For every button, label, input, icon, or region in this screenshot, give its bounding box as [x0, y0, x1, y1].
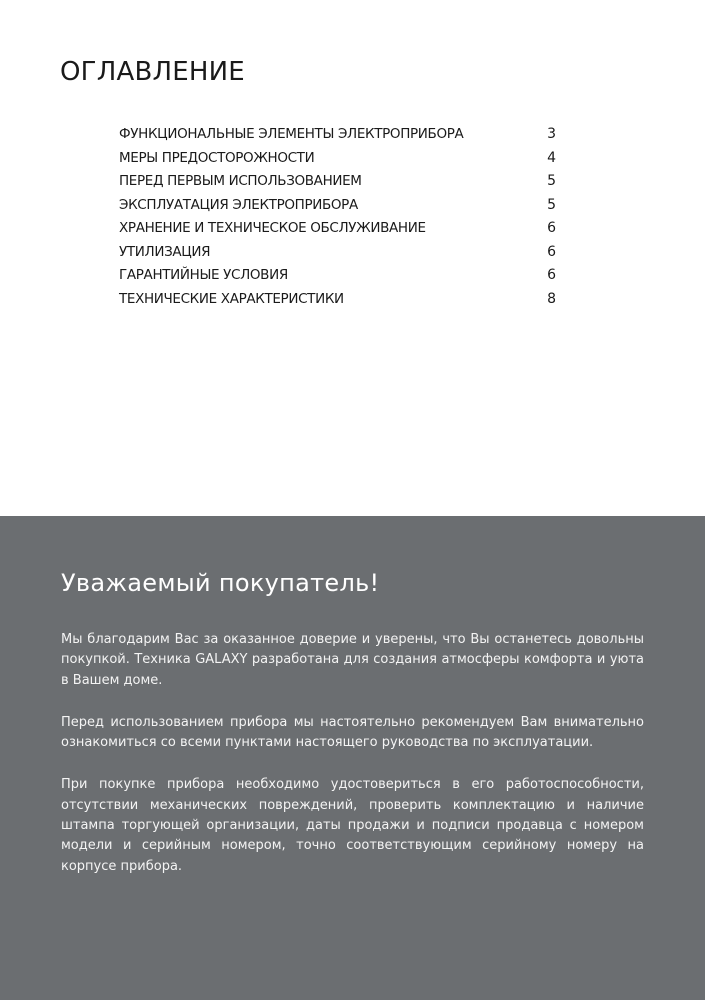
- toc-item-page: 5: [547, 173, 556, 189]
- toc-item[interactable]: [119, 244, 556, 268]
- toc-item-label: МЕРЫ ПРЕДОСТОРОЖНОСТИ: [119, 149, 315, 166]
- welcome-panel: [0, 516, 705, 1000]
- welcome-paragraph: При покупке прибора необходимо удостовериться в его работоспособности, отсутствии механических повреждений, проверить комплектацию и наличие штампа торгующей организации, даты продажи и подписи продавца с номером модели и серийным номером, точно соответствующим серийному номеру на корпусе прибора.: [61, 777, 644, 874]
- toc-item-page: 6: [547, 243, 556, 260]
- toc-item[interactable]: [119, 220, 556, 244]
- toc-item[interactable]: [119, 291, 556, 315]
- toc-item-label: ЭКСПЛУАТАЦИЯ ЭЛЕКТРОПРИБОРА: [119, 196, 358, 213]
- toc-item-label: ГАРАНТИЙНЫЕ УСЛОВИЯ: [119, 267, 288, 283]
- toc-item[interactable]: [119, 197, 556, 221]
- welcome-paragraph: Мы благодарим Вас за оказанное доверие и уверены, что Вы останетесь довольны покупкой. Техника GALAXY разработана для создания атмосферы комфорта и уюта в Вашем доме.: [61, 632, 644, 688]
- toc-item-label: ТЕХНИЧЕСКИЕ ХАРАКТЕРИСТИКИ: [119, 290, 344, 307]
- toc-item-label: ПЕРЕД ПЕРВЫМ ИСПОЛЬЗОВАНИЕМ: [119, 173, 362, 189]
- welcome-body: [61, 630, 644, 899]
- toc-item-page: 8: [547, 290, 556, 307]
- toc-item-page: 4: [547, 149, 556, 166]
- toc-item-page: 3: [547, 126, 556, 142]
- toc-item-page: 6: [547, 220, 556, 236]
- toc-item[interactable]: [119, 150, 556, 174]
- toc-title: ОГЛАВЛЕНИЕ: [60, 57, 245, 87]
- toc-item-label: ФУНКЦИОНАЛЬНЫЕ ЭЛЕМЕНТЫ ЭЛЕКТРОПРИБОРА: [119, 126, 464, 142]
- welcome-paragraph: Перед использованием прибора мы настоятельно рекомендуем Вам внимательно ознакомиться со всеми пунктами настоящего руководства по эксплуатации.: [61, 714, 644, 751]
- toc-item-label: ХРАНЕНИЕ И ТЕХНИЧЕСКОЕ ОБСЛУЖИВАНИЕ: [119, 220, 426, 236]
- welcome-title: Уважаемый покупатель!: [61, 569, 380, 597]
- toc-item[interactable]: [119, 173, 556, 197]
- toc-item-page: 6: [547, 267, 556, 283]
- toc-item[interactable]: [119, 267, 556, 291]
- toc-item-label: УТИЛИЗАЦИЯ: [119, 243, 211, 260]
- toc-item[interactable]: [119, 126, 556, 150]
- toc-list: [119, 126, 556, 314]
- toc-item-page: 5: [547, 196, 556, 213]
